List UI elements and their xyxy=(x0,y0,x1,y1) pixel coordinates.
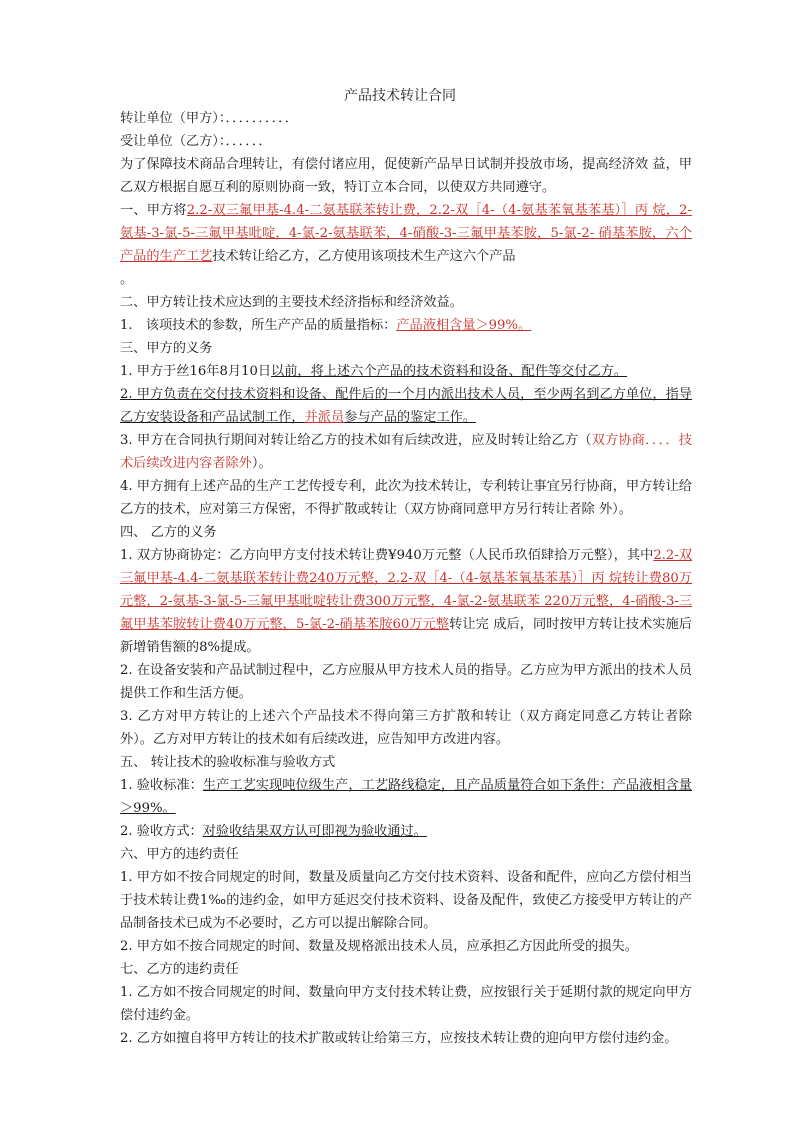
section-7-item-2: 2. 乙方如擅自将甲方转让的技术扩散或转让给第三方，应按技术转让费的迎向甲方偿付违约金。 xyxy=(120,1031,678,1046)
section-3-item-1: 1. 甲方于丝16年8月10日以前，将上述六个产品的技术资料和设备、配件等交付乙方。 xyxy=(120,364,628,379)
section-5-heading: 五、 转让技术的验收标准与验收方式 xyxy=(120,755,336,770)
section-6-item-2: 2. 甲方如不按合同规定的时间、数量及规格派出技术人员，应承担乙方因此所受的损失。 xyxy=(120,939,638,954)
transferee-line: 受让单位（乙方）：．．．．．． xyxy=(120,134,272,149)
section-7-heading: 七、乙方的违约责任 xyxy=(120,962,239,977)
section-5-item-2: 2. 验收方式：对验收结果双方认可即视为验收通过。 xyxy=(120,824,427,839)
preamble: 为了保障技术商品合理转让，有偿付诸应用，促使新产品早日试制并投放市场，提高经济效 益，甲乙双方根据自愿互利的原则协商一致，特订立本合同，以使双方共同遵守。 xyxy=(120,157,692,195)
section-6-heading: 六、甲方的违约责任 xyxy=(120,847,239,862)
section-5-item-1: 1. 验收标准：生产工艺实现吨位级生产，工艺路线稳定，且产品质量符合如下条件：产品液相含量＞99%。 xyxy=(120,778,692,816)
section-1 xyxy=(120,199,692,291)
section-2-item-1: 1. 该项技术的参数，所生产产品的质量指标：产品液相含量＞99%。 xyxy=(120,318,532,333)
fee-breakdown: 2.2-双三氟甲基-4.4-二氨基联苯转让费240万元整，2.2-双［4-（4-氨基苯氧基苯基）］丙 烷转让费80万元整，2-氨基-3-氯-5-三氟甲基吡啶转让费300万元整，4-氯-2-氨基联苯 220万元整，4-硝酸-3-三氟甲基苯胺转让费40万元整，5-氯-2-硝基苯胺60万元整 xyxy=(120,548,693,632)
section-4-heading: 四、 乙方的义务 xyxy=(120,525,217,540)
section-1-end: 。 xyxy=(120,272,134,287)
section-4-item-3: 3. 乙方对甲方转让的上述六个产品技术不得向第三方扩散和转让（双方商定同意乙方转让者除外）。乙方对甲方转让的技术如有后续改进，应告知甲方改进内容。 xyxy=(120,709,692,747)
section-3-item-2: 2. 甲方负责在交付技术资料和设备、配件后的一个月内派出技术人员，至少两名到乙方单位，指导乙方安装设备和产品试制工作，并派员参与产品的鉴定工作。 xyxy=(120,387,692,425)
section-7-item-1: 1. 乙方如不按合同规定的时间、数量向甲方支付技术转让费，应按银行关于延期付款的规定向甲方偿付违约金。 xyxy=(120,985,692,1023)
section-3-item-3: 3. 甲方在合同执行期间对转让给乙方的技术如有后续改进，应及时转让给乙方（双方协商．．．．技术后续改进内容者除外）。 xyxy=(120,433,692,471)
section-3-item-4: 4. 甲方拥有上述产品的生产工艺传授专利，此次为技术转让，专利转让事宜另行协商，甲方转让给乙方的技术，应对第三方保密，不得扩散或转让（双方协商同意甲方另行转让者除 外）。 xyxy=(120,479,692,517)
section-2-heading: 二、甲方转让技术应达到的主要技术经济指标和经济效益。 xyxy=(120,295,463,310)
section-4-item-1: 1. 双方协商协定：乙方向甲方支付技术转让费¥940万元整（人民币玖佰肆拾万元整），其中2.2-双三氟甲基-4.4-二氨基联苯转让费240万元整，2.2-双［4-（4-氨基苯氧基苯基）］丙 烷转让费80万元整，2-氨基-3-氯-5-三氟甲基吡啶转让费300万元整，4-氯-2-氨基联苯 220万元整，4-硝酸-3-三氟甲基苯胺转让费40万元整，5-氯-2-硝基苯胺60万元整转让完 成后，同时按甲方转让技术实施后新增销售额的8%提成。 xyxy=(120,548,693,655)
transferor-line: 转让单位（甲方）：．．．．．．．．．． xyxy=(120,111,298,126)
document-body xyxy=(120,107,692,1050)
section-1-tail: 技术转让给乙方，乙方使用该项技术生产这六个产品 xyxy=(212,249,516,264)
section-1-lead: 一、甲方将 xyxy=(120,203,187,218)
section-6-item-1: 1. 甲方如不按合同规定的时间，数量及质量向乙方交付技术资料、设备和配件，应向乙方偿付相当于技术转让费1‰的违约金，如甲方延迟交付技术资料、设备及配件，致使乙方接受甲方转让的产品制备技术已成为不必要时，乙方可以提出解除合同。 xyxy=(120,870,692,931)
section-3-heading: 三、甲方的义务 xyxy=(120,341,213,356)
quality-index: 产品液相含量＞99%。 xyxy=(396,318,532,333)
product-list: 2.2-双三氟甲基-4.4-二氨基联苯转让费，2.2-双［4-（4-氨基苯氧基苯基）］丙 烷，2-氨基-3-氯-5-三氟甲基吡啶，4-氯-2-氨基联苯，4-硝酸-3-三氟甲基苯胺，5-氯-2- 硝基苯胺，六个产品的生产工艺 xyxy=(120,203,692,264)
document-title: 产品技术转让合同 xyxy=(344,88,456,104)
section-4-item-2: 2. 在设备安装和产品试制过程中，乙方应服从甲方技术人员的指导。乙方应为甲方派出的技术人员提供工作和生活方便。 xyxy=(120,663,692,701)
